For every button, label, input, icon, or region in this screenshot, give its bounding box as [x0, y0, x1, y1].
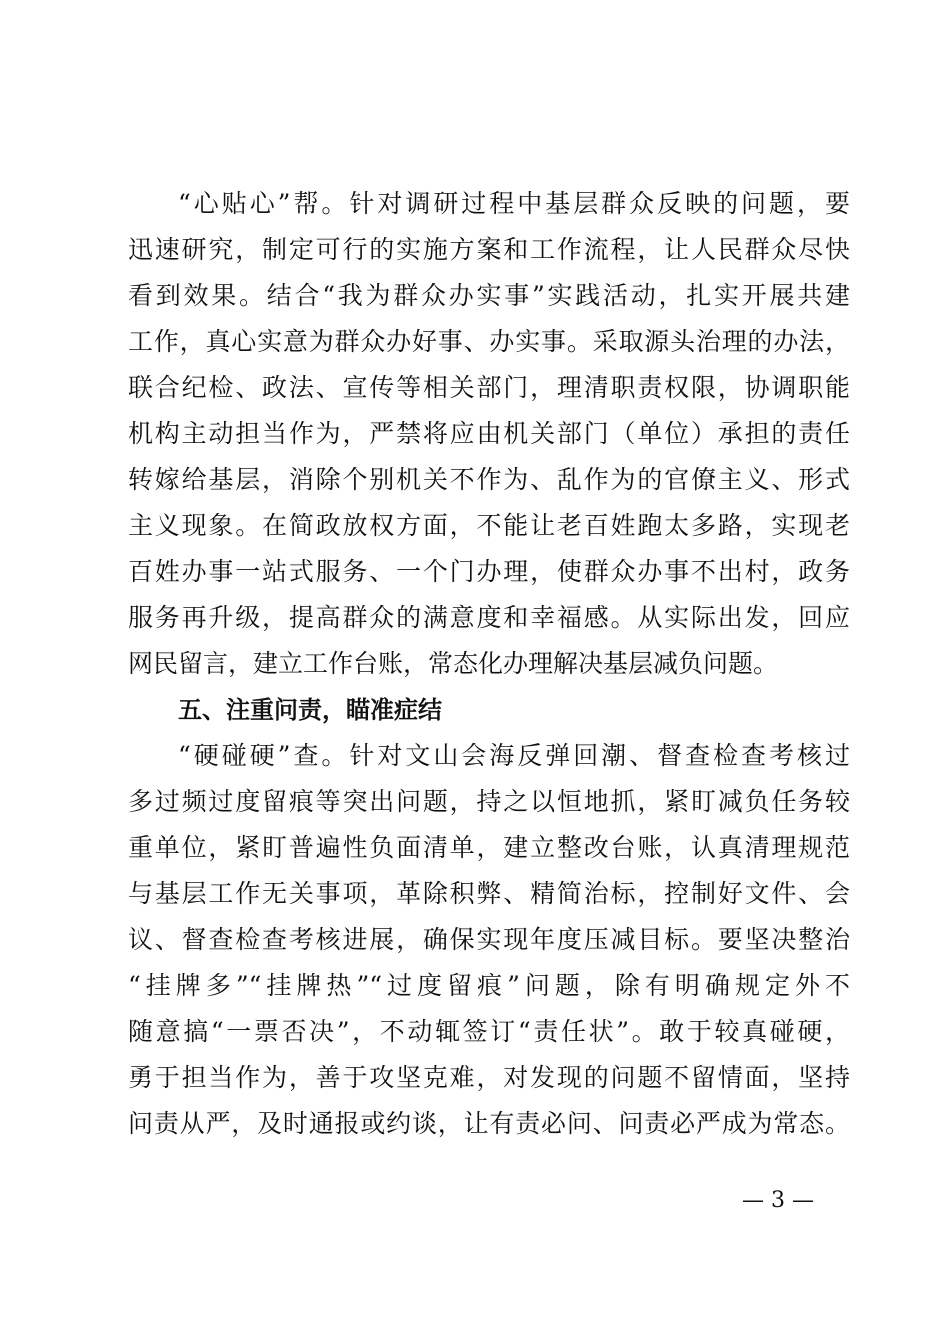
- paragraph-line: 迅速研究，制定可行的实施方案和工作流程，让人民群众尽快: [128, 235, 850, 264]
- paragraph-line: “硬碰硬”查。针对文山会海反弹回潮、督查检查考核过: [178, 741, 850, 770]
- document-body: [128, 181, 850, 1147]
- paragraph-1: [128, 181, 850, 687]
- section-heading: 五、注重问责，瞄准症结: [178, 696, 442, 724]
- paragraph-line: 重单位，紧盯普遍性负面清单，建立整改台账，认真清理规范: [128, 833, 850, 862]
- paragraph-line: 百姓办事一站式服务、一个门办理，使群众办事不出村，政务: [128, 557, 850, 586]
- paragraph-line: 机构主动担当作为，严禁将应由机关部门（单位）承担的责任: [128, 419, 850, 448]
- paragraph-2: [128, 733, 850, 1147]
- paragraph-line: “心贴心”帮。针对调研过程中基层群众反映的问题，要: [178, 189, 850, 218]
- paragraph-line: 看到效果。结合“我为群众办实事”实践活动，扎实开展共建: [128, 281, 850, 310]
- paragraph-line: 与基层工作无关事项，革除积弊、精简治标，控制好文件、会: [128, 879, 850, 908]
- paragraph-line: 主义现象。在简政放权方面，不能让老百姓跑太多路，实现老: [128, 511, 850, 540]
- paragraph-line: 议、督查检查考核进展，确保实现年度压减目标。要坚决整治: [128, 925, 850, 954]
- paragraph-line: 勇于担当作为，善于攻坚克难，对发现的问题不留情面，坚持: [128, 1063, 850, 1092]
- paragraph-line: 网民留言，建立工作台账，常态化办理解决基层减负问题。: [128, 649, 779, 678]
- paragraph-line: 工作，真心实意为群众办好事、办实事。采取源头治理的办法，: [128, 327, 850, 356]
- paragraph-line: 服务再升级，提高群众的满意度和幸福感。从实际出发，回应: [128, 603, 850, 632]
- paragraph-line: 多过频过度留痕等突出问题，持之以恒地抓，紧盯减负任务较: [128, 787, 850, 816]
- page-number: — 3 —: [742, 1188, 814, 1213]
- paragraph-line: 问责从严，及时通报或约谈，让有责必问、问责必严成为常态。: [128, 1109, 850, 1138]
- paragraph-line: “挂牌多”“挂牌热”“过度留痕”问题，除有明确规定外不: [128, 971, 850, 1000]
- paragraph-line: 转嫁给基层，消除个别机关不作为、乱作为的官僚主义、形式: [128, 465, 850, 494]
- paragraph-line: 随意搞“一票否决”，不动辄签订“责任状”。敢于较真碰硬，: [128, 1017, 850, 1046]
- paragraph-line: 联合纪检、政法、宣传等相关部门，理清职责权限，协调职能: [128, 373, 850, 402]
